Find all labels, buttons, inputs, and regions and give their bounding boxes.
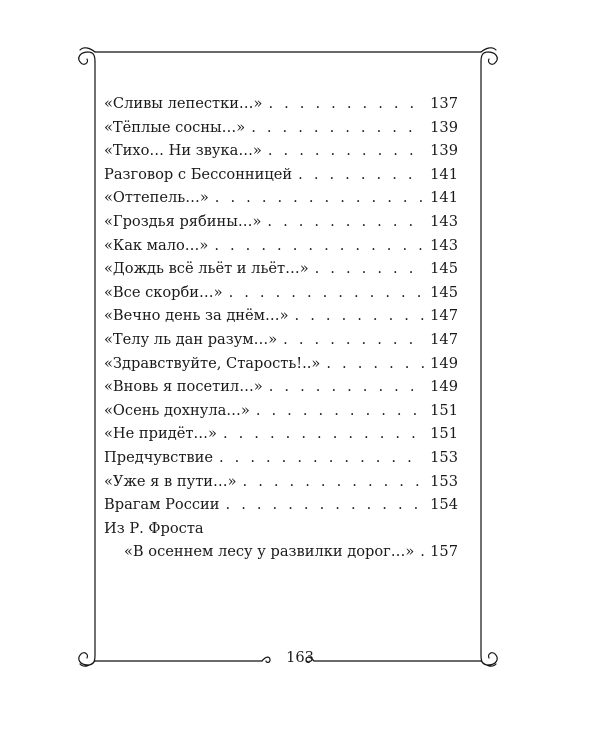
- toc-entry: [104, 257, 458, 281]
- toc-entry: [104, 422, 458, 446]
- toc-dot-leader: [283, 328, 424, 352]
- toc-entry: [104, 186, 458, 210]
- toc-dot-leader: [243, 470, 424, 494]
- toc-entry-page: 151: [430, 401, 458, 419]
- toc-entry: [104, 493, 458, 517]
- toc-entry-page: 147: [430, 307, 458, 325]
- toc-entry-page: 157: [430, 543, 458, 561]
- toc-entry-page: 141: [430, 189, 458, 207]
- toc-entry-page: 143: [430, 212, 458, 230]
- table-of-contents: [104, 92, 458, 564]
- toc-entry-title: «В осеннем лесу у развилки дорог…»: [124, 543, 415, 561]
- toc-entry-page: 153: [430, 472, 458, 490]
- toc-entry: [104, 540, 458, 564]
- toc-dot-leader: [268, 139, 424, 163]
- toc-entry-title: «Тихо… Ни звука…»: [104, 142, 262, 160]
- toc-entry-page: 149: [430, 354, 458, 372]
- toc-entry-title: «Оттепель…»: [104, 189, 209, 207]
- toc-dot-leader: [256, 399, 424, 423]
- toc-entry: [104, 375, 458, 399]
- toc-entry: [104, 139, 458, 163]
- toc-entry: [104, 470, 458, 494]
- toc-entry: [104, 446, 458, 470]
- toc-entry-title: «Тёплые сосны…»: [104, 118, 246, 136]
- toc-entry-title: «Все скорби…»: [104, 283, 223, 301]
- toc-entry-title: Врагам России: [104, 496, 220, 514]
- toc-entry-title: Разговор с Бессонницей: [104, 165, 293, 183]
- toc-entry-page: 147: [430, 330, 458, 348]
- toc-entry-title: «Сливы лепестки…»: [104, 95, 263, 112]
- toc-entry: [104, 352, 458, 376]
- toc-entry-title: «Здравствуйте, Старость!..»: [104, 354, 321, 372]
- toc-entry-title: Предчувствие: [104, 448, 213, 466]
- toc-dot-leader: [295, 304, 424, 328]
- toc-entry-page: 153: [430, 448, 458, 466]
- toc-dot-leader: [219, 446, 424, 470]
- toc-entry: [104, 328, 458, 352]
- toc-entry-title: Из Р. Фроста: [104, 519, 204, 537]
- page-number: 163: [286, 649, 314, 666]
- toc-entry-page: 143: [430, 236, 458, 254]
- toc-entry: [104, 234, 458, 258]
- toc-dot-leader: [267, 210, 424, 234]
- toc-entry-page: 145: [430, 283, 458, 301]
- toc-dot-leader: [420, 540, 424, 564]
- toc-dot-leader: [223, 422, 424, 446]
- toc-dot-leader: [326, 352, 424, 376]
- toc-dot-leader: [226, 493, 424, 517]
- toc-entry-title: «Гроздья рябины…»: [104, 212, 262, 230]
- toc-entry-title: «Телу ль дан разум…»: [104, 330, 278, 348]
- toc-entry: [104, 116, 458, 140]
- toc-entry-page: 145: [430, 260, 458, 278]
- toc-entry: [104, 92, 458, 116]
- toc-entry-page: 149: [430, 378, 458, 396]
- toc-entry: [104, 517, 458, 541]
- toc-entry-title: «Уже я в пути…»: [104, 472, 237, 490]
- toc-entry-title: «Не придёт…»: [104, 425, 217, 443]
- toc-dot-leader: [215, 186, 424, 210]
- toc-entry: [104, 163, 458, 187]
- toc-entry-title: «Осень дохнула…»: [104, 401, 250, 419]
- toc-entry-page: 141: [430, 165, 458, 183]
- toc-dot-leader: [229, 281, 424, 305]
- toc-entry: [104, 399, 458, 423]
- toc-entry-title: «Дождь всё льёт и льёт…»: [104, 260, 309, 278]
- toc-entry-title: «Вновь я посетил…»: [104, 378, 263, 396]
- toc-entry-page: 137: [430, 95, 458, 112]
- toc-entry-title: «Вечно день за днём…»: [104, 307, 289, 325]
- toc-dot-leader: [268, 92, 424, 116]
- toc-entry: [104, 281, 458, 305]
- toc-entry: [104, 210, 458, 234]
- toc-entry-page: 139: [430, 118, 458, 136]
- toc-dot-leader: [298, 163, 424, 187]
- toc-entry-page: 139: [430, 142, 458, 160]
- toc-dot-leader: [251, 116, 424, 140]
- toc-entry-page: 151: [430, 425, 458, 443]
- toc-entry-page: 154: [430, 496, 458, 514]
- toc-dot-leader: [315, 257, 424, 281]
- toc-entry: [104, 304, 458, 328]
- toc-dot-leader: [214, 234, 424, 258]
- toc-dot-leader: [269, 375, 424, 399]
- toc-entry-title: «Как мало…»: [104, 236, 209, 254]
